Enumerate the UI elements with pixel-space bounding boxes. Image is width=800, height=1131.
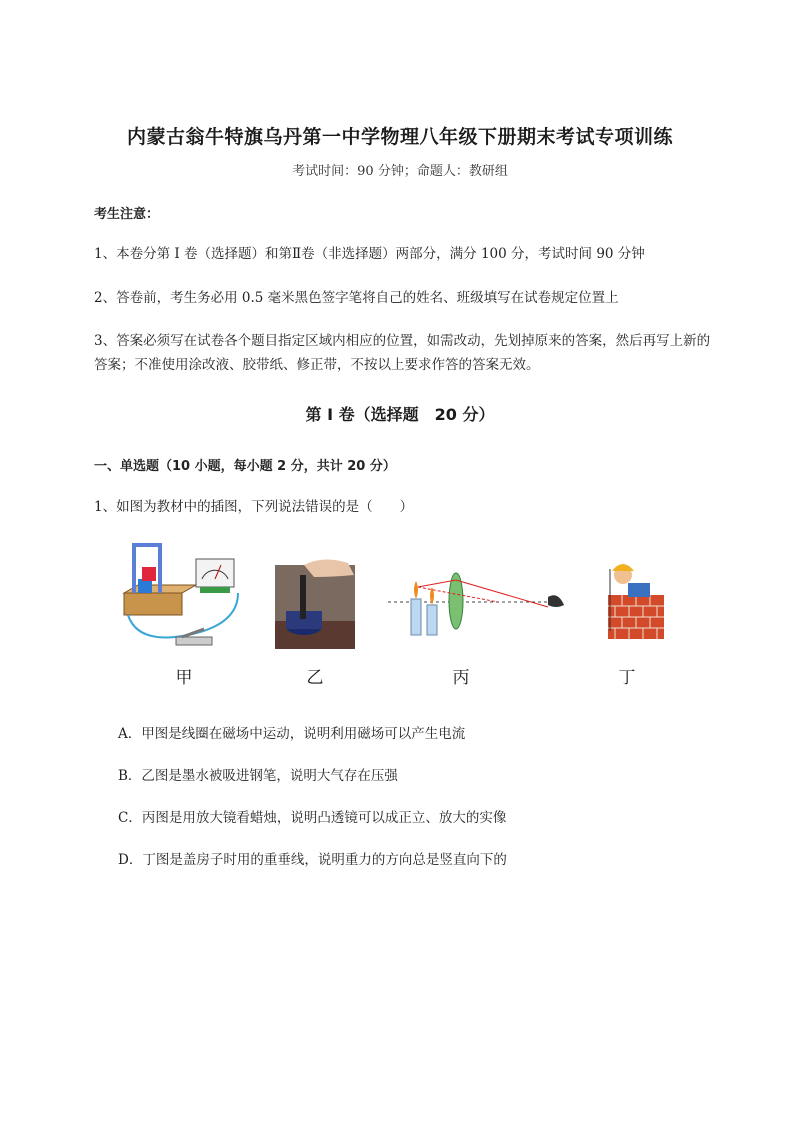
figure-jia-illustration bbox=[124, 543, 238, 645]
figure-yi-illustration bbox=[275, 559, 355, 649]
page-title: 内蒙古翁牛特旗乌丹第一中学物理八年级下册期末考试专项训练 bbox=[126, 126, 673, 148]
figure-ding-illustration bbox=[608, 564, 664, 639]
figure-label-yi: 乙 bbox=[306, 668, 324, 688]
option-c: C．丙图是用放大镜看蜡烛，说明凸透镜可以成正立、放大的实像 bbox=[118, 810, 507, 826]
note-item: 3、答案必须写在试卷各个题目指定区域内相应的位置，如需改动，先划掉原来的答案，然后再写上新的答案；不准使用涂改液、胶带纸、修正带，不按以上要求作答的答案无效。 bbox=[94, 333, 711, 373]
question-stem: 1、如图为教材中的插图，下列说法错误的是（ ） bbox=[94, 499, 414, 515]
figure-label-jia: 甲 bbox=[175, 668, 193, 688]
figure-label-bing: 丙 bbox=[452, 668, 470, 688]
option-a: A．甲图是线圈在磁场中运动，说明利用磁场可以产生电流 bbox=[118, 726, 466, 742]
exam-info: 考试时间：90 分钟；命题人：教研组 bbox=[292, 164, 508, 179]
option-d: D．丁图是盖房子时用的重垂线，说明重力的方向总是竖直向下的 bbox=[118, 852, 507, 868]
option-b: B．乙图是墨水被吸进钢笔，说明大气存在压强 bbox=[118, 768, 398, 784]
section-title: 第 I 卷（选择题 20 分） bbox=[305, 405, 495, 424]
note-item: 1、本卷分第 I 卷（选择题）和第Ⅱ卷（非选择题）两部分，满分 100 分，考试时间 90 分钟 bbox=[94, 246, 645, 262]
figure-bing-illustration bbox=[388, 573, 564, 635]
notes-heading: 考生注意： bbox=[94, 207, 160, 222]
figure-label-ding: 丁 bbox=[618, 668, 636, 688]
note-item: 2、答卷前，考生务必用 0.5 毫米黑色签字笔将自己的姓名、班级填写在试卷规定位置上 bbox=[94, 290, 619, 306]
part-title: 一、单选题（10 小题，每小题 2 分，共计 20 分） bbox=[94, 459, 396, 474]
